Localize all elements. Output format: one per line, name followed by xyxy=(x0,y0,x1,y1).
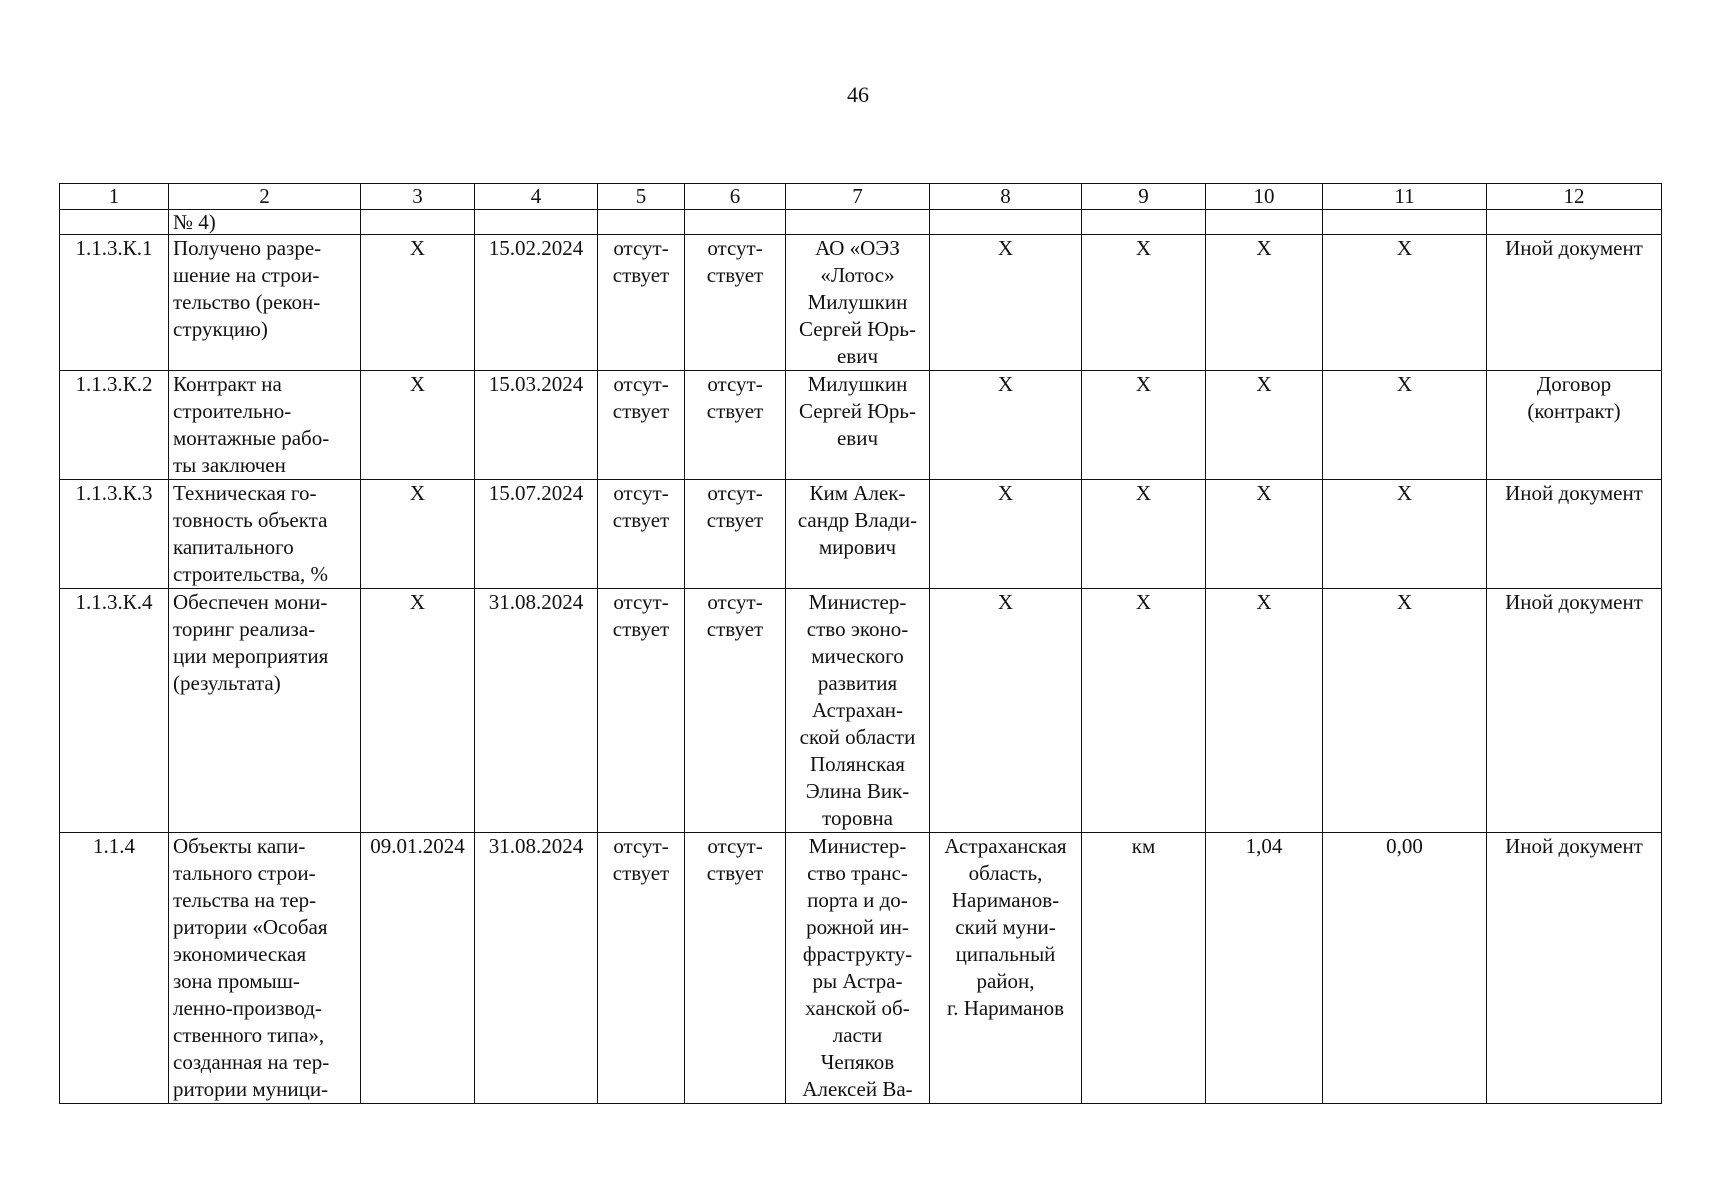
cell-line: X xyxy=(409,481,426,505)
table-row xyxy=(60,589,1662,833)
cell-line: отсут- xyxy=(613,834,669,858)
column-number-row xyxy=(60,184,1662,210)
cell-line: ры Астра- xyxy=(812,969,903,993)
start-date-cell xyxy=(361,371,475,480)
cell-line: порта и до- xyxy=(807,888,908,912)
location-cell xyxy=(930,589,1082,833)
column-5-cell xyxy=(598,235,685,371)
cell-line: Министер- xyxy=(808,834,907,858)
column-10-cell xyxy=(1206,589,1323,833)
cell-line: X xyxy=(1396,481,1413,505)
cell-line: Техническая го- xyxy=(173,481,317,505)
start-date-cell xyxy=(361,833,475,1104)
cell-line: ствует xyxy=(612,861,670,885)
column-5-cell xyxy=(598,833,685,1104)
cell-line: 0,00 xyxy=(1386,834,1423,858)
cell-line: X xyxy=(1135,372,1152,396)
location-cell xyxy=(930,480,1082,589)
cell-line: мирович xyxy=(818,535,897,559)
cell-line: Астрахан- xyxy=(812,698,903,722)
cell-line: ханской об- xyxy=(805,996,910,1020)
cell-line: капитального xyxy=(173,535,294,559)
end-date-cell xyxy=(475,480,598,589)
cell-line: ласти xyxy=(832,1023,883,1047)
cell-line: ской области xyxy=(799,725,916,749)
column-6-cell xyxy=(685,589,786,833)
table-row xyxy=(60,833,1662,1104)
responsible-cell xyxy=(786,589,930,833)
cell-line: 15.03.2024 xyxy=(488,372,584,396)
cell-line: 15.02.2024 xyxy=(488,236,584,260)
row-number-cell xyxy=(60,480,169,589)
cell-line: струкцию) xyxy=(173,317,268,341)
cell-line: отсут- xyxy=(613,590,669,614)
column-10-cell xyxy=(1206,833,1323,1104)
cell-line: Чепяков xyxy=(820,1050,895,1074)
cell-line: X xyxy=(997,236,1014,260)
responsible-cell xyxy=(786,480,930,589)
column-number-cell: 11 xyxy=(1323,184,1487,210)
cell-line: зона промыш- xyxy=(173,969,300,993)
cell-line: Ким Алек- xyxy=(809,481,906,505)
cell-line: X xyxy=(409,372,426,396)
column-5-cell xyxy=(598,589,685,833)
column-number-cell: 12 xyxy=(1487,184,1662,210)
column-number-cell: 9 xyxy=(1082,184,1206,210)
table-cell xyxy=(930,210,1082,235)
location-cell xyxy=(930,833,1082,1104)
cell-line: X xyxy=(1256,372,1272,396)
table-cell xyxy=(1206,210,1323,235)
cell-line: сандр Влади- xyxy=(797,508,918,532)
cell-line: Иной документ xyxy=(1505,481,1643,505)
responsible-cell xyxy=(786,235,930,371)
cell-line: тального строи- xyxy=(173,861,316,885)
cell-line: рожной ин- xyxy=(806,915,909,939)
column-10-cell xyxy=(1206,371,1323,480)
cell-line: евич xyxy=(836,344,879,368)
table-row xyxy=(60,371,1662,480)
document-table xyxy=(59,183,1662,1104)
cell-line: район, xyxy=(976,969,1035,993)
cell-line: X xyxy=(997,590,1014,614)
cell-line: область, xyxy=(968,861,1043,885)
cell-line: ствует xyxy=(706,263,764,287)
unit-cell xyxy=(1082,833,1206,1104)
cell-line: X xyxy=(409,590,426,614)
document-type-cell xyxy=(1487,589,1662,833)
cell-line: ствует xyxy=(612,617,670,641)
cell-line: созданная на тер- xyxy=(173,1050,330,1074)
cell-line: X xyxy=(1135,236,1152,260)
cell-line: ритории «Особая xyxy=(173,915,328,939)
cell-line: Сергей Юрь- xyxy=(799,317,916,341)
cell-line: Получено разре- xyxy=(173,236,322,260)
cell-line: отсут- xyxy=(707,372,763,396)
cell-line: Обеспечен мони- xyxy=(173,590,328,614)
cell-line: монтажные рабо- xyxy=(173,426,330,450)
cell-line: Алексей Ва- xyxy=(802,1077,913,1101)
row-number-cell xyxy=(60,371,169,480)
cell-line: X xyxy=(1256,481,1272,505)
table-cell xyxy=(60,210,169,235)
cell-line: 09.01.2024 xyxy=(370,834,465,858)
cell-line: Иной документ xyxy=(1505,590,1643,614)
cell-line: отсут- xyxy=(613,481,669,505)
cell-line: ты заключен xyxy=(173,453,286,477)
cell-line: отсут- xyxy=(707,834,763,858)
cell-line: X xyxy=(409,236,426,260)
start-date-cell xyxy=(361,589,475,833)
cell-line: X xyxy=(1256,236,1272,260)
column-11-cell xyxy=(1323,235,1487,371)
document-type-cell xyxy=(1487,480,1662,589)
cell-line: Милушкин xyxy=(807,290,908,314)
cell-line: ство эконо- xyxy=(806,617,909,641)
unit-cell xyxy=(1082,371,1206,480)
table-cell xyxy=(598,210,685,235)
continuation-row xyxy=(60,210,1662,235)
responsible-cell xyxy=(786,371,930,480)
cell-line: АО «ОЭЗ xyxy=(815,236,900,260)
table-cell xyxy=(475,210,598,235)
cell-line: X xyxy=(1396,372,1413,396)
cell-line: 1.1.3.К.2 xyxy=(75,372,153,396)
cell-line: (результата) xyxy=(173,671,281,695)
cell-line: товность объекта xyxy=(173,508,328,532)
table-cell xyxy=(786,210,930,235)
cell-line: тельства на тер- xyxy=(173,888,317,912)
cell-line: торовна xyxy=(822,806,893,830)
cell-line: 31.08.2024 xyxy=(488,834,584,858)
unit-cell xyxy=(1082,480,1206,589)
cell-line: ствует xyxy=(706,617,764,641)
cell-line: Сергей Юрь- xyxy=(799,399,916,423)
cell-line: тельство (рекон- xyxy=(173,290,321,314)
row-number-cell xyxy=(60,589,169,833)
end-date-cell xyxy=(475,235,598,371)
cell-line: X xyxy=(1396,590,1413,614)
cell-line: Нариманов- xyxy=(951,888,1060,912)
cell-line: X xyxy=(997,372,1014,396)
cell-line: ствует xyxy=(612,508,670,532)
document-type-cell xyxy=(1487,235,1662,371)
location-cell xyxy=(930,235,1082,371)
row-number-cell xyxy=(60,235,169,371)
column-number-cell: 7 xyxy=(786,184,930,210)
table-cell xyxy=(1082,210,1206,235)
cell-line: ции мероприятия xyxy=(173,644,329,668)
cell-line: строительства, % xyxy=(173,562,328,586)
column-number-cell: 6 xyxy=(685,184,786,210)
table-cell xyxy=(1487,210,1662,235)
cell-line: ципальный xyxy=(955,942,1056,966)
description-cell xyxy=(169,833,361,1104)
column-6-cell xyxy=(685,833,786,1104)
column-6-cell xyxy=(685,480,786,589)
description-cell xyxy=(169,589,361,833)
column-11-cell xyxy=(1323,480,1487,589)
unit-cell xyxy=(1082,589,1206,833)
column-5-cell xyxy=(598,371,685,480)
column-11-cell xyxy=(1323,833,1487,1104)
column-10-cell xyxy=(1206,480,1323,589)
responsible-cell xyxy=(786,833,930,1104)
cell-line: X xyxy=(1135,590,1152,614)
cell-line: 1.1.3.К.1 xyxy=(75,236,153,260)
table-cell xyxy=(1323,210,1487,235)
cell-line: 31.08.2024 xyxy=(488,590,584,614)
cell-line: 1.1.4 xyxy=(93,834,135,858)
cell-line: отсут- xyxy=(707,590,763,614)
column-11-cell xyxy=(1323,371,1487,480)
cell-line: шение на строи- xyxy=(173,263,320,287)
cell-line: 1,04 xyxy=(1245,834,1283,858)
table-row xyxy=(60,235,1662,371)
cell-line: Иной документ xyxy=(1505,834,1643,858)
document-type-cell xyxy=(1487,371,1662,480)
cell-line: ственного типа», xyxy=(173,1023,325,1047)
table-row xyxy=(60,480,1662,589)
cell-line: ленно-производ- xyxy=(173,996,322,1020)
cell-line: Договор xyxy=(1536,372,1612,396)
column-number-cell: 4 xyxy=(475,184,598,210)
cell-line: ство транс- xyxy=(807,861,908,885)
row-number-cell xyxy=(60,833,169,1104)
column-number-cell: 10 xyxy=(1206,184,1323,210)
document-type-cell xyxy=(1487,833,1662,1104)
cell-line: евич xyxy=(836,426,879,450)
cell-line: X xyxy=(1396,236,1413,260)
description-cell xyxy=(169,235,361,371)
cell-line: торинг реализа- xyxy=(173,617,316,641)
cell-line: ствует xyxy=(706,861,764,885)
column-6-cell xyxy=(685,235,786,371)
cell-line: 1.1.3.К.4 xyxy=(75,590,153,614)
cell-line: км xyxy=(1131,834,1156,858)
cell-line: развития xyxy=(817,671,898,695)
cell-line: «Лотос» xyxy=(820,263,895,287)
cell-line: Иной документ xyxy=(1505,236,1643,260)
column-number-cell: 2 xyxy=(169,184,361,210)
cell-line: Контракт на xyxy=(173,372,282,396)
column-6-cell xyxy=(685,371,786,480)
column-number-cell: 3 xyxy=(361,184,475,210)
table-cell xyxy=(685,210,786,235)
continuation-text: № 4) xyxy=(169,210,361,235)
column-5-cell xyxy=(598,480,685,589)
column-11-cell xyxy=(1323,589,1487,833)
cell-line: экономическая xyxy=(173,942,307,966)
cell-line: отсут- xyxy=(613,372,669,396)
table-cell xyxy=(361,210,475,235)
cell-line: ствует xyxy=(706,508,764,532)
cell-line: г. Нариманов xyxy=(946,996,1065,1020)
cell-line: отсут- xyxy=(707,481,763,505)
start-date-cell xyxy=(361,235,475,371)
cell-line: 1.1.3.К.3 xyxy=(75,481,153,505)
cell-line: ствует xyxy=(612,399,670,423)
cell-line: Астраханская xyxy=(944,834,1067,858)
page-number: 46 xyxy=(847,82,869,107)
description-cell xyxy=(169,480,361,589)
cell-line: Элина Вик- xyxy=(805,779,910,803)
end-date-cell xyxy=(475,589,598,833)
column-number-cell: 5 xyxy=(598,184,685,210)
cell-line: ствует xyxy=(612,263,670,287)
cell-line: отсут- xyxy=(613,236,669,260)
cell-line: Милушкин xyxy=(807,372,908,396)
cell-line: мического xyxy=(811,644,904,668)
location-cell xyxy=(930,371,1082,480)
cell-line: ский муни- xyxy=(955,915,1056,939)
cell-line: фраструкту- xyxy=(802,942,913,966)
cell-line: (контракт) xyxy=(1527,399,1621,423)
start-date-cell xyxy=(361,480,475,589)
cell-line: Министер- xyxy=(808,590,907,614)
end-date-cell xyxy=(475,833,598,1104)
cell-line: ритории муници- xyxy=(173,1077,329,1101)
column-number-cell: 8 xyxy=(930,184,1082,210)
cell-line: строительно- xyxy=(173,399,292,423)
end-date-cell xyxy=(475,371,598,480)
cell-line: X xyxy=(997,481,1014,505)
description-cell xyxy=(169,371,361,480)
cell-line: 15.07.2024 xyxy=(488,481,584,505)
cell-line: Объекты капи- xyxy=(173,834,306,858)
column-number-cell: 1 xyxy=(60,184,169,210)
unit-cell xyxy=(1082,235,1206,371)
cell-line: отсут- xyxy=(707,236,763,260)
cell-line: X xyxy=(1256,590,1272,614)
cell-line: X xyxy=(1135,481,1152,505)
cell-line: ствует xyxy=(706,399,764,423)
cell-line: Полянская xyxy=(810,752,905,776)
column-10-cell xyxy=(1206,235,1323,371)
